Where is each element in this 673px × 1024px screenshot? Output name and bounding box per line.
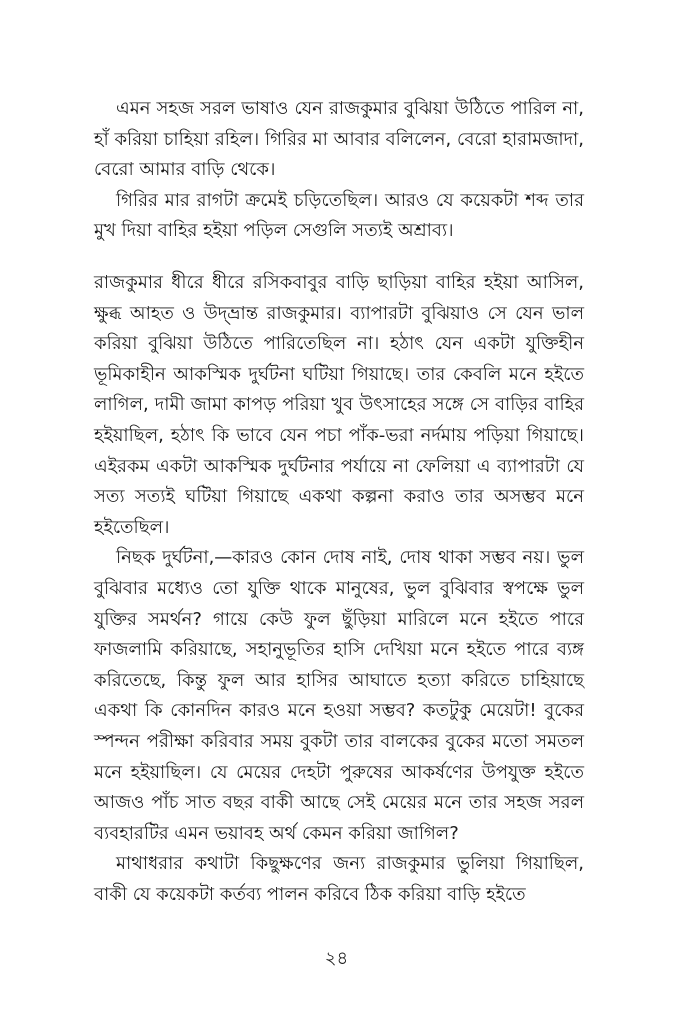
paragraph: নিছক দুর্ঘটনা,—কারও কোন দোষ নাই, দোষ থাকা সম্ভব নয়। ভুল বুঝিবার মধ্যেও তো যুক্তি থাকে মানুষের, ভুল বুঝিবার স্বপক্ষে ভুল যুক্তির সমর্থন? গায়ে কেউ ফুল ছুঁড়িয়া মারিলে মনে হইতে পারে ফাজলামি করিয়াছে, সহানুভূতির হাসি দেখিয়া মনে হইতে পারে ব্যঙ্গ করিতেছে, কিন্তু ফুল আর হাসির আঘাতে হত্যা করিতে চাহিয়াছে একথা কি কোনদিন কারও মনে হওয়া সম্ভব? কতটুকু মেয়েটা! বুকের স্পন্দন পরীক্ষা করিবার সময় বুকটা তার বালকের বুকের মতো সমতল মনে হইয়াছিল। যে মেয়ের দেহটা পুরুষের আকর্ষণের উপযুক্ত হইতে আজও পাঁচ সাত বছর বাকী আছে সেই মেয়ের মনে তার সহজ সরল ব্যবহারটির এমন ভয়াবহ অর্থ কেমন করিয়া জাগিল? [94, 547, 584, 844]
page-number: ২৪ [324, 948, 349, 969]
paragraph: গিরির মার রাগটা ক্রমেই চড়িতেছিল। আরও যে কয়েকটা শব্দ তার মুখ দিয়া বাহির হইয়া পড়িল সেগুলি সত্যই অশ্রাব্য। [94, 189, 584, 242]
paragraph: রাজকুমার ধীরে ধীরে রসিকবাবুর বাড়ি ছাড়িয়া বাহির হইয়া আসিল, ক্ষুব্ধ আহত ও উদ্‌ভ্রান্ত রাজকুমার। ব্যাপারটা বুঝিয়াও সে যেন ভাল করিয়া বুঝিয়া উঠিতে পারিতেছিল না। হঠাৎ যেন একটা যুক্তিহীন ভূমিকাহীন আকস্মিক দুর্ঘটনা ঘটিয়া গিয়াছে। তার কেবলি মনে হইতে লাগিল, দামী জামা কাপড় পরিয়া খুব উৎসাহের সঙ্গে সে বাড়ির বাহির হইয়াছিল, হঠাৎ কি ভাবে যেন পচা পাঁক-ভরা নর্দমায় পড়িয়া গিয়াছে। এইরকম একটা আকস্মিক দুর্ঘটনার পর্যায়ে না ফেলিয়া এ ব্যাপারটা যে সত্য সত্যই ঘটিয়া গিয়াছে একথা কল্পনা করাও তার অসম্ভব মনে হইতেছিল। [94, 272, 584, 538]
text-section-bottom [94, 268, 584, 910]
paragraph: মাথাধরার কথাটা কিছুক্ষণের জন্য রাজকুমার ভুলিয়া গিয়াছিল, বাকী যে কয়েকটা কর্তব্য পালন করিবে ঠিক করিয়া বাড়ি হইতে [94, 853, 584, 905]
paragraph: এমন সহজ সরল ভাষাও যেন রাজকুমার বুঝিয়া উঠিতে পারিল না, হাঁ করিয়া চাহিয়া রহিল। গিরির মা আবার বলিলেন, বেরো হারামজাদা, বেরো আমার বাড়ি থেকে। [94, 98, 584, 181]
text-section-top [94, 94, 584, 247]
